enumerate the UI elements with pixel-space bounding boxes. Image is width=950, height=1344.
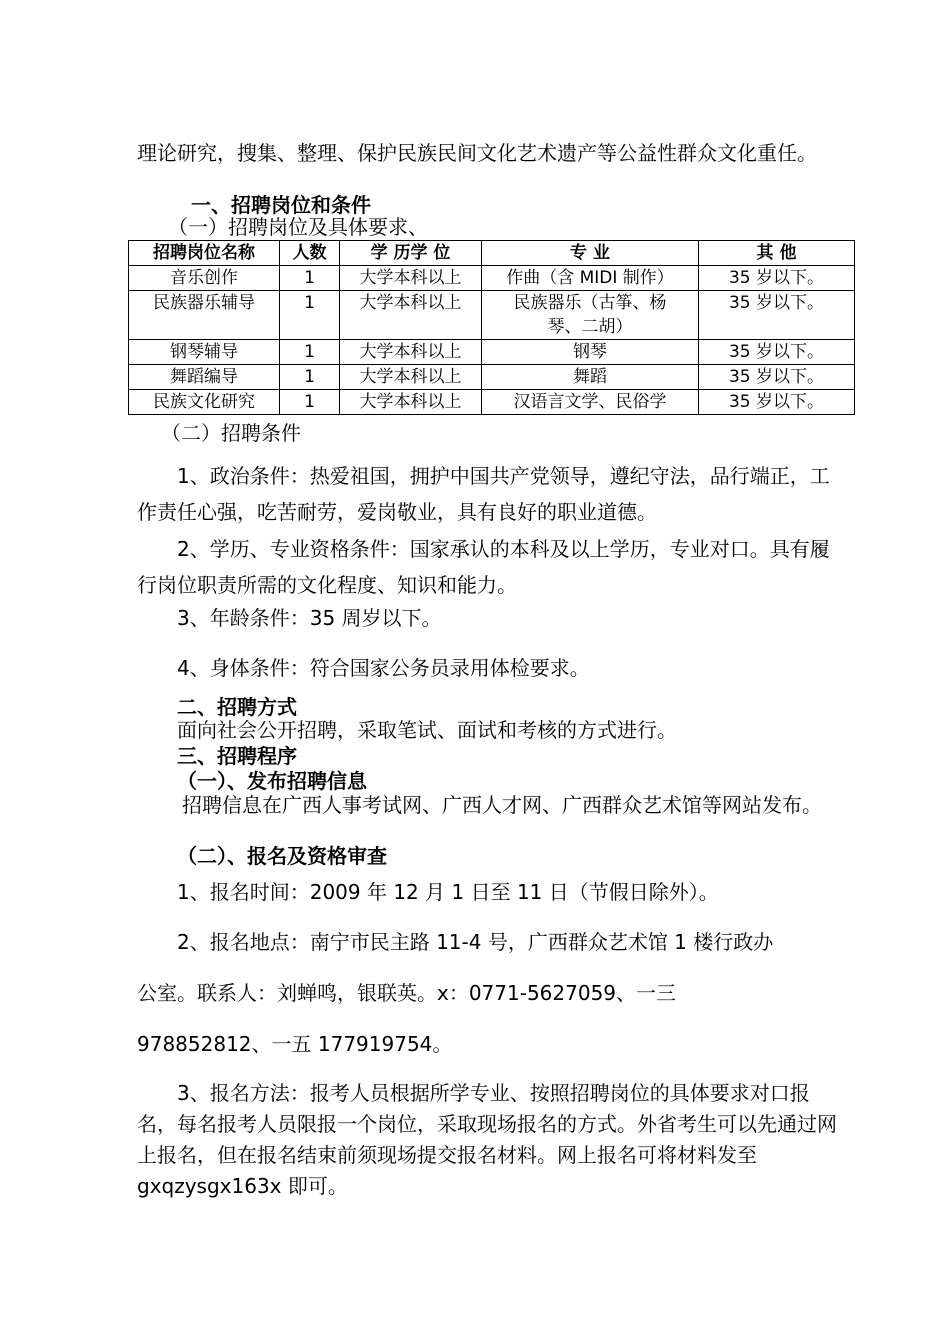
header-education: 学 历学 位 xyxy=(340,241,482,266)
cell-count: 1 xyxy=(280,390,340,415)
cell-other: 35 岁以下。 xyxy=(699,291,855,340)
cell-position: 音乐创作 xyxy=(129,266,280,291)
cell-other: 35 岁以下。 xyxy=(699,266,855,291)
cell-position: 钢琴辅导 xyxy=(129,340,280,365)
cell-education: 大学本科以上 xyxy=(340,390,482,415)
table-row xyxy=(129,291,855,340)
cell-other: 35 岁以下。 xyxy=(699,340,855,365)
section-2-title: 二、招聘方式 xyxy=(177,695,297,719)
section-3-sub2-title: （二）、报名及资格审查 xyxy=(177,844,387,868)
cell-other: 35 岁以下。 xyxy=(699,390,855,415)
cell-major: 舞蹈 xyxy=(482,365,699,390)
cell-count: 1 xyxy=(280,291,340,340)
header-count: 人数 xyxy=(280,241,340,266)
section-3-sub1-text: 招聘信息在广西人事考试网、广西人才网、广西群众艺术馆等网站发布。 xyxy=(182,793,822,817)
cell-major: 钢琴 xyxy=(482,340,699,365)
cell-education: 大学本科以上 xyxy=(340,291,482,340)
condition-age: 3、年龄条件：35 周岁以下。 xyxy=(177,606,442,630)
cell-major: 汉语言文学、民俗学 xyxy=(482,390,699,415)
table-row xyxy=(129,340,855,365)
registration-time: 1、报名时间：2009 年 12 月 1 日至 11 日（节假日除外）。 xyxy=(177,880,719,904)
section-1-sub2-title: （二）招聘条件 xyxy=(161,421,301,445)
condition-education: 2、学历、专业资格条件：国家承认的本科及以上学历，专业对口。具有履行岗位职责所需的文化程度、知识和能力。 xyxy=(137,537,830,597)
cell-position: 民族器乐辅导 xyxy=(129,291,280,340)
table-row xyxy=(129,390,855,415)
cell-education: 大学本科以上 xyxy=(340,365,482,390)
section-2-text: 面向社会公开招聘，采取笔试、面试和考核的方式进行。 xyxy=(177,718,677,742)
section-3-title: 三、招聘程序 xyxy=(177,744,297,768)
table-header-row xyxy=(129,241,855,266)
registration-method: 3、报名方法：报考人员根据所学专业、按照招聘岗位的具体要求对口报名，每名报考人员限报一个岗位，采取现场报名的方式。外省考生可以先通过网上报名，但在报名结束前须现场提交报名材料。网上报名可将材料发至 gxqzysgx163x 即可。 xyxy=(137,1081,837,1198)
cell-count: 1 xyxy=(280,340,340,365)
table-row xyxy=(129,266,855,291)
cell-count: 1 xyxy=(280,365,340,390)
header-position: 招聘岗位名称 xyxy=(129,241,280,266)
cell-major: 作曲（含 MIDI 制作） xyxy=(482,266,699,291)
registration-place-line-1: 2、报名地点：南宁市民主路 11-4 号，广西群众艺术馆 1 楼行政办 xyxy=(177,930,774,954)
cell-count: 1 xyxy=(280,266,340,291)
cell-position: 民族文化研究 xyxy=(129,390,280,415)
intro-paragraph: 理论研究，搜集、整理、保护民族民间文化艺术遗产等公益性群众文化重任。 xyxy=(137,141,817,165)
cell-education: 大学本科以上 xyxy=(340,340,482,365)
registration-place-line-3: 978852812、一五 177919754。 xyxy=(137,1032,453,1056)
section-3-sub1-title: （一）、发布招聘信息 xyxy=(177,769,367,793)
registration-place-line-2: 公室。联系人：刘蝉鸣，银联英。x：0771-5627059、一三 xyxy=(137,981,677,1005)
table-row xyxy=(129,365,855,390)
section-1-sub1-title: （一）招聘岗位及具体要求、 xyxy=(168,215,428,239)
header-other: 其 他 xyxy=(699,241,855,266)
cell-position: 舞蹈编导 xyxy=(129,365,280,390)
section-1-title: 一、招聘岗位和条件 xyxy=(191,193,371,217)
condition-political: 1、政治条件：热爱祖国，拥护中国共产党领导，遵纪守法，品行端正，工作责任心强，吃苦耐劳，爱岗敬业，具有良好的职业道德。 xyxy=(137,464,830,524)
cell-education: 大学本科以上 xyxy=(340,266,482,291)
positions-table xyxy=(128,240,855,415)
condition-health: 4、身体条件：符合国家公务员录用体检要求。 xyxy=(177,656,590,680)
header-major: 专 业 xyxy=(482,241,699,266)
cell-major: 民族器乐（古筝、杨琴、二胡） xyxy=(482,291,699,340)
cell-other: 35 岁以下。 xyxy=(699,365,855,390)
